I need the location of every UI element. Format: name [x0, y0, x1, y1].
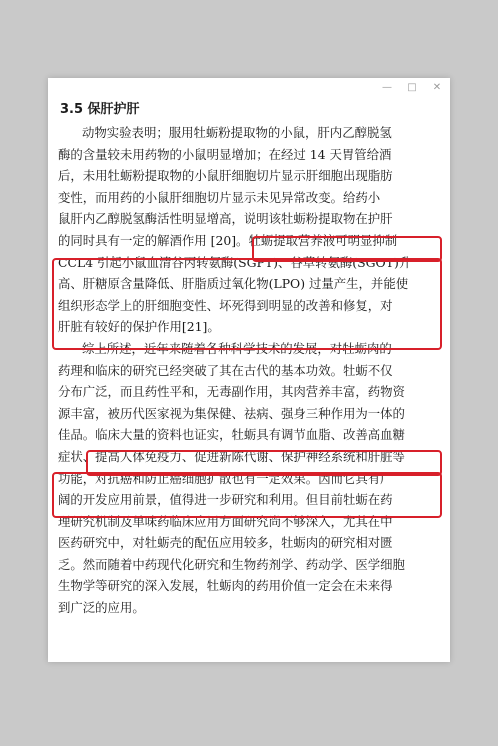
text-line: 理研究机制及单味药临床应用方面研究尚不够深入，尤其在中: [58, 513, 393, 529]
document-viewer-window: [48, 78, 450, 662]
title-bar: [48, 78, 450, 98]
text-line: 高、肝糖原含量降低、肝脂质过氧化物(LPO) 过量产生，并能使: [58, 276, 409, 292]
maximize-icon[interactable]: □: [407, 82, 417, 93]
text-line: 变性，而用药的小鼠肝细胞切片显示未见异常改变。给药小: [58, 189, 381, 205]
summary-paragraph: [58, 338, 438, 619]
text-line: 鼠肝内乙醇脱氢酶活性明显增高，说明该牡蛎粉提取物在护肝: [58, 211, 393, 227]
text-line: 医药研究中，对牡蛎壳的配伍应用较多，牡蛎肉的研究相对匮: [58, 535, 393, 551]
text-line: 生物学等研究的深入发展，牡蛎肉的药用价值一定会在未来得: [58, 578, 393, 594]
text-line: CCL4 引起小鼠血清谷丙转氨酶(SGPT)、谷草转氨酶(SGOT)升: [58, 254, 412, 270]
minimize-icon[interactable]: —: [382, 82, 392, 93]
text-line: 的同时具有一定的解酒作用 [20]。牡蛎提取营养液可明显抑制: [58, 232, 398, 248]
text-line: 肝脏有较好的保护作用[21]。: [58, 319, 220, 335]
text-line: 药理和临床的研究已经突破了其在古代的基本功效。牡蛎不仅: [58, 362, 393, 378]
text-line: 功能，对抗癌和防止癌细胞扩散也有一定效果。因而它具有广: [58, 470, 393, 486]
text-line: 动物实验表明；服用牡蛎粉提取物的小鼠，肝内乙醇脱氢: [82, 125, 392, 140]
text-line: 到广泛的应用。: [58, 600, 145, 616]
text-line: 乏。然而随着中药现代化研究和生物药剂学、药动学、医学细胞: [58, 556, 405, 572]
text-line: 酶的含量较未用药物的小鼠明显增加；在经过 14 天胃管给酒: [58, 146, 392, 162]
document-page: [58, 100, 438, 619]
section-heading: 3.5 保肝护肝: [60, 102, 140, 117]
text-line: 佳品。临床大量的资料也证实，牡蛎具有调节血脂、改善高血糖: [58, 427, 405, 443]
liver-protection-paragraph: [58, 122, 438, 338]
text-line: 分布广泛，而且药性平和，无毒副作用，其肉营养丰富，药物资: [58, 384, 405, 400]
text-line: 组织形态学上的肝细胞变性、坏死得到明显的改善和修复，对: [58, 297, 393, 313]
text-line: 症状、提高人体免疫力、促进新陈代谢、保护神经系统和肝脏等: [58, 448, 405, 464]
close-icon[interactable]: ✕: [432, 82, 442, 93]
text-line: 综上所述，近年来随着各种科学技术的发展，对牡蛎肉的: [82, 340, 392, 356]
text-line: 源丰富，被历代医家视为集保健、祛病、强身三种作用为一体的: [58, 405, 405, 421]
text-line: 阔的开发应用前景，值得进一步研究和利用。但目前牡蛎在药: [58, 492, 393, 508]
text-line: 后，未用牡蛎粉提取物的小鼠肝细胞切片显示肝细胞出现脂肪: [58, 168, 393, 184]
